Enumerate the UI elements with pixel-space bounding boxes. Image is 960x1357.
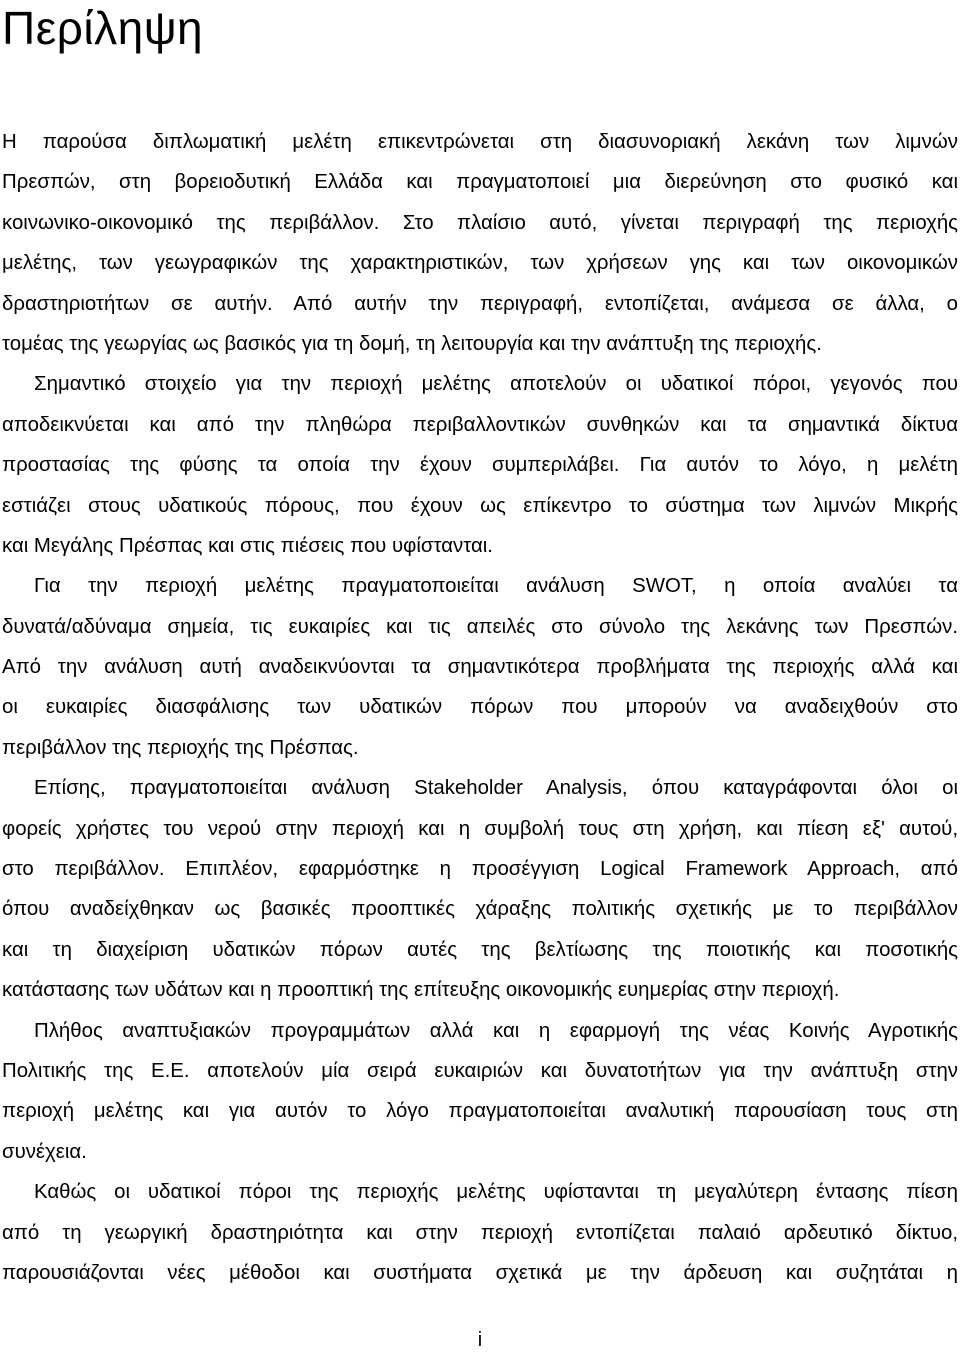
text-line: δραστηριοτήτων σε αυτήν. Από αυτήν την περιγραφή, εντοπίζεται, ανάμεσα σε άλλα, ο (2, 292, 958, 315)
text-line: δυνατά/αδύναμα σημεία, τις ευκαιρίες και τις απειλές στο σύνολο της λεκάνης των Πρεσπών. (2, 615, 958, 638)
text-line: Για την περιοχή μελέτης πραγματοποιείται ανάλυση SWOT, η οποία αναλύει τα (34, 575, 958, 598)
text-line: Πολιτικής της Ε.Ε. αποτελούν μία σειρά ευκαιριών και δυνατοτήτων για την ανάπτυξη στην (2, 1059, 958, 1082)
page-title: Περίληψη (2, 2, 204, 54)
text-line: κοινωνικο-οικονομικό της περιβάλλον. Στο πλαίσιο αυτό, γίνεται περιγραφή της περιοχής (2, 211, 958, 234)
text-line: οι ευκαιρίες διασφάλισης των υδατικών πόρων που μπορούν να αναδειχθούν στο (2, 696, 958, 719)
text-line: και τη διαχείριση υδατικών πόρων αυτές της βελτίωσης της ποιοτικής και ποσοτικής (2, 938, 958, 961)
text-line: από τη γεωργική δραστηριότητα και στην περιοχή εντοπίζεται παλαιό αρδευτικό δίκτυο, (2, 1221, 958, 1244)
text-line: φορείς χρήστες του νερού στην περιοχή και η συμβολή τους στη χρήση, και πίεση εξ' αυτού, (2, 817, 958, 840)
text-line: όπου αναδείχθηκαν ως βασικές προοπτικές χάραξης πολιτικής σχετικής με το περιβάλλον (2, 898, 958, 921)
text-line: Σημαντικό στοιχείο για την περιοχή μελέτης αποτελούν οι υδατικοί πόροι, γεγονός που (34, 373, 958, 396)
abstract-body (2, 122, 958, 1293)
text-line: μελέτης, των γεωγραφικών της χαρακτηριστικών, των χρήσεων γης και των οικονομικών (2, 252, 958, 275)
text-line: Επίσης, πραγματοποιείται ανάλυση Stakeholder Analysis, όπου καταγράφονται όλοι οι (34, 777, 958, 800)
text-line: περιοχή μελέτης και για αυτόν το λόγο πραγματοποιείται αναλυτική παρουσίαση τους στη (2, 1100, 958, 1123)
text-line: τομέας της γεωργίας ως βασικός για τη δομή, τη λειτουργία και την ανάπτυξη της περιοχής. (2, 332, 822, 355)
text-line: Πρεσπών, στη βορειοδυτική Ελλάδα και πραγματοποιεί μια διερεύνηση στο φυσικό και (2, 171, 958, 194)
text-line: προστασίας της φύσης τα οποία την έχουν συμπεριλάβει. Για αυτόν το λόγο, η μελέτη (2, 454, 958, 477)
text-line: Η παρούσα διπλωματική μελέτη επικεντρώνεται στη διασυνοριακή λεκάνη των λιμνών (2, 131, 958, 153)
text-line: εστιάζει στους υδατικούς πόρους, που έχουν ως επίκεντρο το σύστημα των λιμνών Μικρής (2, 494, 958, 517)
text-line: κατάστασης των υδάτων και η προοπτική της επίτευξης οικονομικής ευημερίας στην περιοχή. (2, 979, 840, 1002)
text-line: Από την ανάλυση αυτή αναδεικνύονται τα σημαντικότερα προβλήματα της περιοχής αλλά και (2, 656, 958, 679)
text-line: στο περιβάλλον. Επιπλέον, εφαρμόστηκε η προσέγγιση Logical Framework Approach, από (2, 858, 958, 881)
page-number: i (477, 1329, 483, 1351)
text-line: συνέχεια. (2, 1140, 87, 1163)
text-line: αποδεικνύεται και από την πληθώρα περιβαλλοντικών συνθηκών και τα σημαντικά δίκτυα (2, 413, 958, 436)
text-line: και Μεγάλης Πρέσπας και στις πιέσεις που υφίστανται. (2, 534, 493, 557)
text-line: περιβάλλον της περιοχής της Πρέσπας. (2, 736, 359, 759)
text-line: Καθώς οι υδατικοί πόροι της περιοχής μελέτης υφίστανται τη μεγαλύτερη έντασης πίεση (34, 1181, 958, 1204)
text-line: παρουσιάζονται νέες μέθοδοι και συστήματα σχετικά με την άρδευση και συζητάται η (2, 1261, 958, 1284)
text-line: Πλήθος αναπτυξιακών προγραμμάτων αλλά και η εφαρμογή της νέας Κοινής Αγροτικής (34, 1019, 958, 1042)
